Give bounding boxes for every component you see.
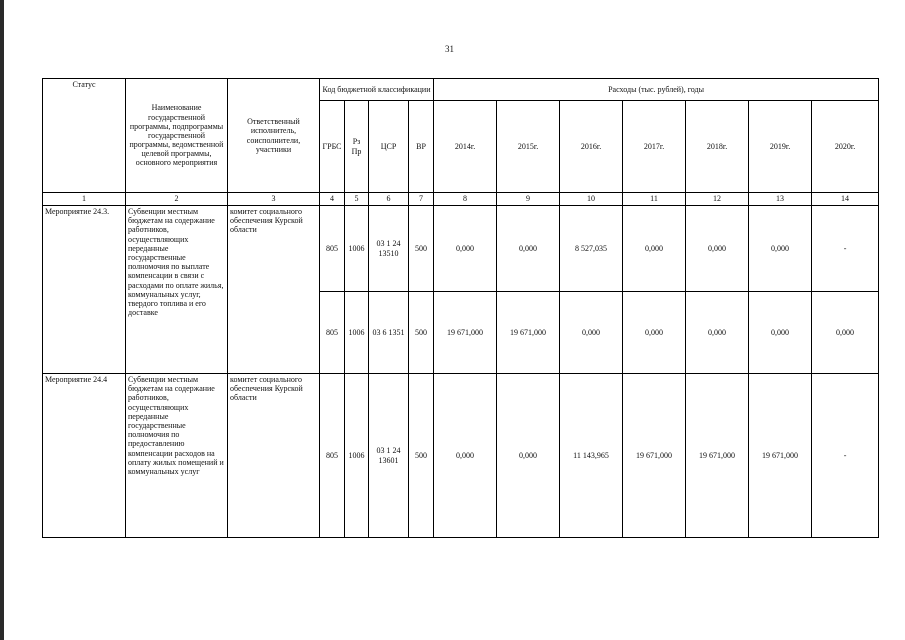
cell-value: 0,000 bbox=[560, 292, 623, 374]
header-year: 2019г. bbox=[749, 101, 812, 193]
header-year: 2018г. bbox=[686, 101, 749, 193]
col-number: 2 bbox=[126, 193, 228, 206]
col-number: 12 bbox=[686, 193, 749, 206]
header-year: 2017г. bbox=[623, 101, 686, 193]
cell-value: - bbox=[812, 374, 879, 538]
cell-csr: 03 1 24 13601 bbox=[369, 374, 409, 538]
scan-edge bbox=[0, 0, 4, 640]
header-year: 2016г. bbox=[560, 101, 623, 193]
col-number: 13 bbox=[749, 193, 812, 206]
col-number: 11 bbox=[623, 193, 686, 206]
header-csr: ЦСР bbox=[369, 101, 409, 193]
row-status: Мероприятие 24.4 bbox=[43, 374, 126, 538]
col-number: 9 bbox=[497, 193, 560, 206]
col-number: 7 bbox=[409, 193, 434, 206]
header-year: 2020г. bbox=[812, 101, 879, 193]
header-status: Статус bbox=[43, 79, 126, 193]
header-responsible: Ответственный исполнитель, соисполнители, участники bbox=[228, 79, 320, 193]
header-expenses: Расходы (тыс. рублей), годы bbox=[434, 79, 879, 101]
row-responsible: комитет социального обеспечения Курской области bbox=[228, 374, 320, 538]
cell-value: 8 527,035 bbox=[560, 206, 623, 292]
cell-value: 0,000 bbox=[686, 206, 749, 292]
cell-grbs: 805 bbox=[320, 374, 345, 538]
cell-value: 19 671,000 bbox=[623, 374, 686, 538]
cell-vr: 500 bbox=[409, 292, 434, 374]
header-rzpr: Рз Пр bbox=[345, 101, 369, 193]
cell-csr: 03 1 24 13510 bbox=[369, 206, 409, 292]
budget-table bbox=[42, 78, 879, 538]
cell-value: 0,000 bbox=[812, 292, 879, 374]
header-name: Наименование государственной программы, подпрограммы государственной программы, ведомственной целевой программы, основного мероприятия bbox=[126, 79, 228, 193]
cell-rzpr: 1006 bbox=[345, 206, 369, 292]
cell-rzpr: 1006 bbox=[345, 292, 369, 374]
cell-value: 0,000 bbox=[497, 206, 560, 292]
cell-grbs: 805 bbox=[320, 292, 345, 374]
cell-value: 19 671,000 bbox=[686, 374, 749, 538]
cell-vr: 500 bbox=[409, 206, 434, 292]
header-year: 2015г. bbox=[497, 101, 560, 193]
cell-value: 19 671,000 bbox=[749, 374, 812, 538]
cell-grbs: 805 bbox=[320, 206, 345, 292]
cell-value: 0,000 bbox=[434, 374, 497, 538]
cell-vr: 500 bbox=[409, 374, 434, 538]
cell-value: 0,000 bbox=[497, 374, 560, 538]
col-number: 14 bbox=[812, 193, 879, 206]
cell-value: 0,000 bbox=[434, 206, 497, 292]
header-grbs: ГРБС bbox=[320, 101, 345, 193]
table-row bbox=[43, 206, 879, 292]
cell-value: 11 143,965 bbox=[560, 374, 623, 538]
cell-value: 0,000 bbox=[749, 206, 812, 292]
cell-value: 0,000 bbox=[686, 292, 749, 374]
page-number: 31 bbox=[445, 44, 454, 54]
cell-value: 0,000 bbox=[749, 292, 812, 374]
cell-csr: 03 6 1351 bbox=[369, 292, 409, 374]
col-number: 8 bbox=[434, 193, 497, 206]
col-number: 6 bbox=[369, 193, 409, 206]
row-status: Мероприятие 24.3. bbox=[43, 206, 126, 374]
table-row bbox=[43, 374, 879, 538]
col-number: 4 bbox=[320, 193, 345, 206]
row-responsible: комитет социального обеспечения Курской области bbox=[228, 206, 320, 374]
cell-rzpr: 1006 bbox=[345, 374, 369, 538]
cell-value: 19 671,000 bbox=[497, 292, 560, 374]
header-year: 2014г. bbox=[434, 101, 497, 193]
column-numbers-row bbox=[43, 193, 879, 206]
col-number: 1 bbox=[43, 193, 126, 206]
row-name: Субвенции местным бюджетам на содержание работников, осуществляющих переданные государственные полномочия по выплате компенсации в связи с расходами по оплате жилья, коммунальных услуг, твердого топлива и его доставке bbox=[126, 206, 228, 374]
cell-value: 19 671,000 bbox=[434, 292, 497, 374]
header-vr: ВР bbox=[409, 101, 434, 193]
cell-value: - bbox=[812, 206, 879, 292]
header-budget-code: Код бюджетной классификации bbox=[320, 79, 434, 101]
cell-value: 0,000 bbox=[623, 292, 686, 374]
col-number: 3 bbox=[228, 193, 320, 206]
col-number: 10 bbox=[560, 193, 623, 206]
row-name: Субвенции местным бюджетам на содержание работников, осуществляющих переданные государственные полномочия по предоставлению компенсации расходов на оплату жилых помещений и коммунальных услуг bbox=[126, 374, 228, 538]
cell-value: 0,000 bbox=[623, 206, 686, 292]
col-number: 5 bbox=[345, 193, 369, 206]
